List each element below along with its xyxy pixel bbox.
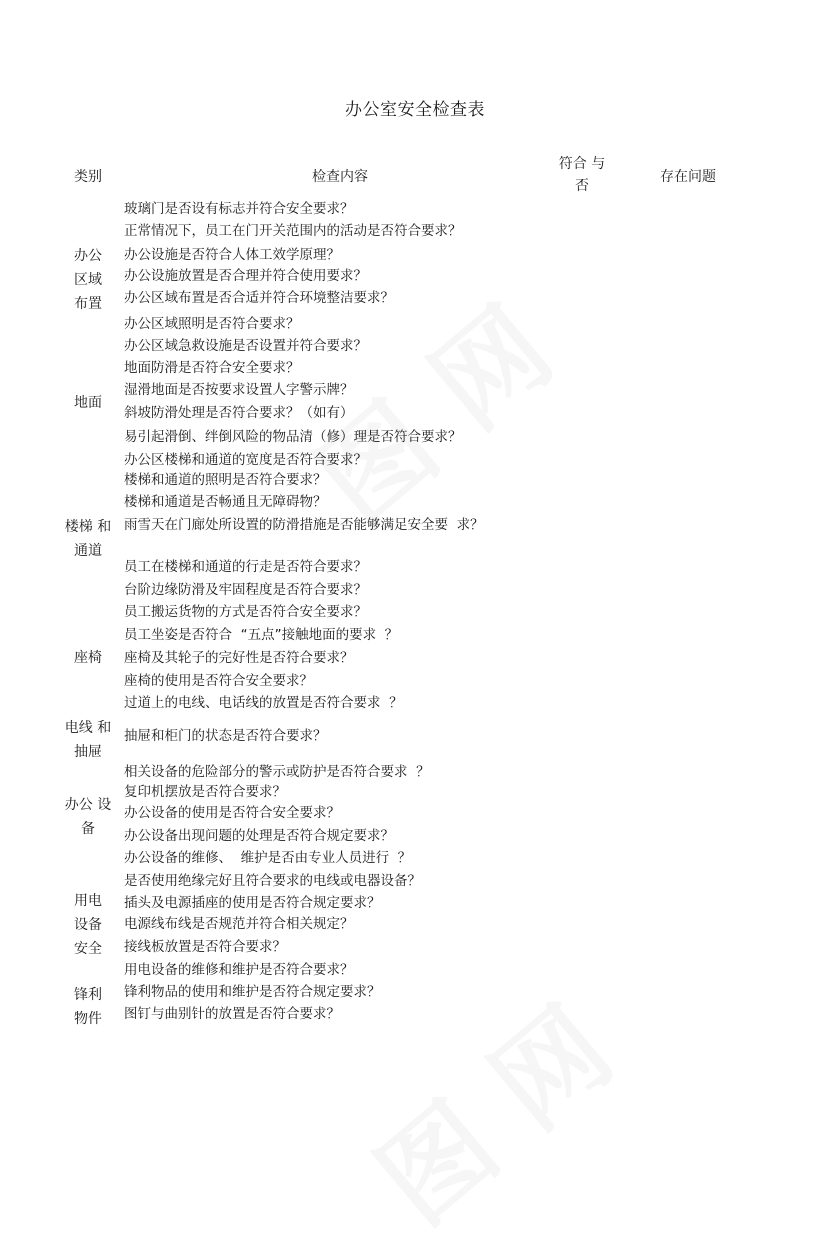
check-item: 接线板放置是否符合要求？ <box>124 939 286 955</box>
check-item: 办公设备的使用是否符合安全要求？ <box>124 805 340 821</box>
check-item: 办公区域照明是否符合要求？ <box>124 316 300 332</box>
category-stairs: 楼梯 和 通道 <box>64 519 112 559</box>
header-issues: 存在问题 <box>660 169 716 185</box>
header-category: 类别 <box>74 169 102 185</box>
check-item: 雨雪天在门廊处所设置的防滑措施是否能够满足安全要 求？ <box>124 517 484 533</box>
header-comply: 符合 与 否 <box>558 156 606 194</box>
check-item: 插头及电源插座的使用是否符合规定要求？ <box>124 895 381 911</box>
header-content: 检查内容 <box>312 169 368 185</box>
category-electrical-safety: 用电 设备 安全 <box>74 893 102 957</box>
check-item: 员工搬运货物的方式是否符合安全要求？ <box>124 604 367 620</box>
check-item: 相关设备的危险部分的警示或防护是否符合要求 ？ <box>124 764 430 780</box>
check-item: 图钉与曲别针的放置是否符合要求？ <box>124 1006 340 1022</box>
check-item: 湿滑地面是否按要求设置人字警示牌？ <box>124 382 354 398</box>
check-item: 抽屉和柜门的状态是否符合要求？ <box>124 728 327 744</box>
check-item: 玻璃门是否设有标志并符合安全要求？ <box>124 201 354 217</box>
check-item: 锋利物品的使用和维护是否符合规定要求？ <box>124 984 381 1000</box>
category-sharp-objects: 锋利 物件 <box>74 987 102 1027</box>
watermark <box>339 965 638 1252</box>
check-item: 是否使用绝缘完好且符合要求的电线或电器设备？ <box>124 873 421 889</box>
check-item: 楼梯和通道是否畅通且无障碍物？ <box>124 494 327 510</box>
check-item: 员工坐姿是否符合 “五点”接触地面的要求 ？ <box>124 627 399 643</box>
check-item: 地面防滑是否符合安全要求？ <box>124 360 300 376</box>
check-item: 易引起滑倒、绊倒风险的物品清（修）理是否符合要求？ <box>124 429 462 445</box>
check-item: 办公区楼梯和通道的宽度是否符合要求？ <box>124 452 367 468</box>
check-item: 过道上的电线、电话线的放置是否符合要求 ？ <box>124 695 403 711</box>
check-item: 办公设施是否符合人体工效学原理？ <box>124 247 340 263</box>
check-item: 员工在楼梯和通道的行走是否符合要求？ <box>124 559 367 575</box>
page-title: 办公室安全检查表 <box>345 100 485 120</box>
check-item: 办公区域急救设施是否设置并符合要求？ <box>124 338 367 354</box>
check-item: 办公设施放置是否合理并符合使用要求？ <box>124 268 367 284</box>
check-item: 楼梯和通道的照明是否符合要求？ <box>124 472 327 488</box>
check-item: 座椅的使用是否符合安全要求？ <box>124 673 313 689</box>
check-item: 电源线布线是否规范并符合相关规定？ <box>124 916 354 932</box>
check-item: 斜坡防滑处理是否符合要求？（如有） <box>124 405 354 421</box>
category-office-equipment: 办公 设 备 <box>64 797 112 837</box>
check-item: 办公设备的维修、 维护是否由专业人员进行 ？ <box>124 850 412 866</box>
check-item: 复印机摆放是否符合要求？ <box>124 784 286 800</box>
category-wires-drawers: 电线 和 抽屉 <box>64 720 112 760</box>
category-chairs: 座椅 <box>74 650 102 666</box>
check-item: 办公区域布置是否合适并符合环境整洁要求？ <box>124 290 394 306</box>
check-item: 办公设备出现问题的处理是否符合规定要求？ <box>124 828 394 844</box>
category-floor: 地面 <box>74 395 102 411</box>
category-office-layout: 办公 区域 布置 <box>74 248 102 312</box>
check-item: 用电设备的维修和维护是否符合要求？ <box>124 962 354 978</box>
check-item: 座椅及其轮子的完好性是否符合要求？ <box>124 650 354 666</box>
check-item: 台阶边缘防滑及牢固程度是否符合要求？ <box>124 582 367 598</box>
check-item: 正常情况下，员工在门开关范围内的活动是否符合要求？ <box>124 223 462 239</box>
